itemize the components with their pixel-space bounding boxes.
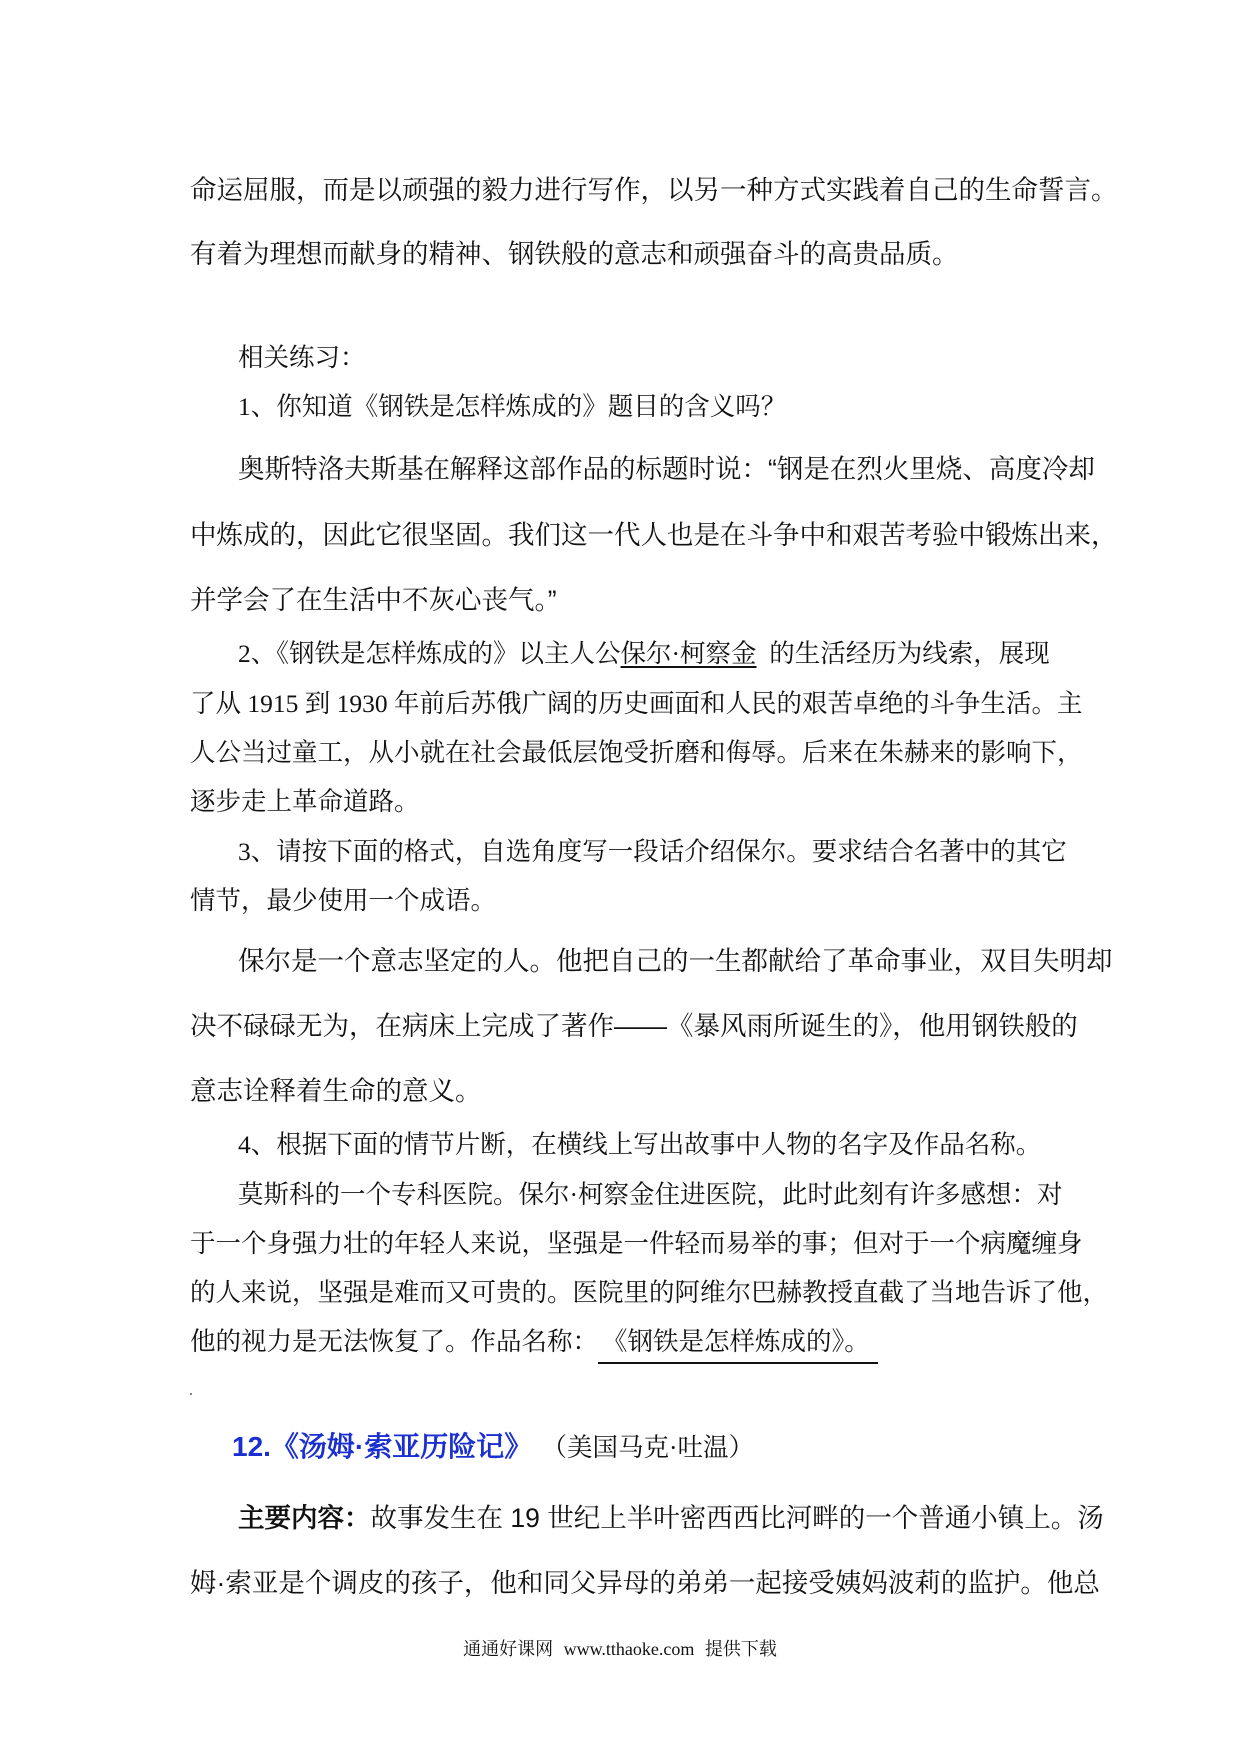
work-title-prompt: 他的视力是无法恢复了。作品名称： (190, 1327, 599, 1356)
summary-line: 姆·索亚是个调皮的孩子，他和同父异母的弟弟一起接受姨妈波莉的监护。他总 (190, 1568, 1100, 1598)
question-1: 1、你知道《钢铁是怎样炼成的》题目的含义吗？ (238, 392, 787, 421)
paragraph-line: 命运屈服，而是以顽强的毅力进行写作，以另一种方式实践着自己的生命誓言。 (190, 175, 1118, 205)
answer-1-line: 奥斯特洛夫斯基在解释这部作品的标题时说：“钢是在烈火里烧、高度冷却 (238, 454, 1095, 484)
scan-mark (190, 1393, 192, 1395)
summary-line (238, 1496, 1104, 1535)
section-title: 12.《汤姆·索亚历险记》 (232, 1431, 533, 1462)
question-4-line: 莫斯科的一个专科医院。保尔·柯察金住进医院，此时此刻有许多感想：对 (238, 1180, 1063, 1209)
answer-3-line: 意志诠释着生命的意义。 (190, 1076, 482, 1106)
question-2-prefix: 2、《钢铁是怎样炼成的》以主人公 (238, 639, 621, 668)
footer-note: 提供下载 (704, 1639, 777, 1659)
section-heading (232, 1425, 754, 1465)
question-3-line: 情节，最少使用一个成语。 (190, 886, 497, 915)
footer-url: www.tthaoke.com (563, 1639, 695, 1659)
answer-1-line: 中炼成的，因此它很坚固。我们这一代人也是在斗争中和艰苦考验中锻炼出来， (190, 520, 1118, 550)
answer-1-line: 并学会了在生活中不灰心丧气。” (190, 585, 557, 615)
question-4-line: 的人来说，坚强是难而又可贵的。医院里的阿维尔巴赫教授直截了当地告诉了他， (190, 1278, 1109, 1307)
question-2-suffix: 的生活经历为线索，展现 (756, 639, 1050, 668)
question-4-line (190, 1322, 878, 1364)
exercises-heading: 相关练习： (238, 343, 366, 372)
work-title-answer: 《钢铁是怎样炼成的》。 (598, 1322, 878, 1364)
question-2-line: 人公当过童工，从小就在社会最低层饱受折磨和侮辱。后来在朱赫来的影响下， (190, 738, 1083, 767)
question-2-line (238, 634, 1050, 670)
question-2-answer: 保尔·柯察金 (620, 639, 757, 668)
section-author: （美国马克·吐温） (554, 1433, 754, 1462)
summary-text: 故事发生在 19 世纪上半叶密西西比河畔的一个普通小镇上。汤 (370, 1503, 1104, 1533)
paragraph-line: 有着为理想而献身的精神、钢铁般的意志和顽强奋斗的高贵品质。 (190, 239, 959, 269)
question-2-line: 了从 1915 到 1930 年前后苏俄广阔的历史画面和人民的艰苦卓绝的斗争生活。主 (190, 689, 1083, 718)
question-4-line: 4、根据下面的情节片断，在横线上写出故事中人物的名字及作品名称。 (238, 1130, 1042, 1159)
summary-label: 主要内容： (238, 1503, 371, 1533)
answer-3-line: 决不碌碌无为，在病床上完成了著作——《暴风雨所诞生的》，他用钢铁般的 (190, 1011, 1078, 1041)
question-4-line: 于一个身强力壮的年轻人来说，坚强是一件轻而易举的事；但对于一个病魔缠身 (190, 1229, 1083, 1258)
question-3-line: 3、请按下面的格式，自选角度写一段话介绍保尔。要求结合名著中的其它 (238, 837, 1067, 866)
page-footer (0, 1635, 1240, 1661)
footer-site-name: 通通好课网 (463, 1639, 554, 1659)
answer-3-line: 保尔是一个意志坚定的人。他把自己的一生都献给了革命事业，双目失明却 (238, 946, 1113, 976)
question-2-line: 逐步走上革命道路。 (190, 787, 420, 816)
